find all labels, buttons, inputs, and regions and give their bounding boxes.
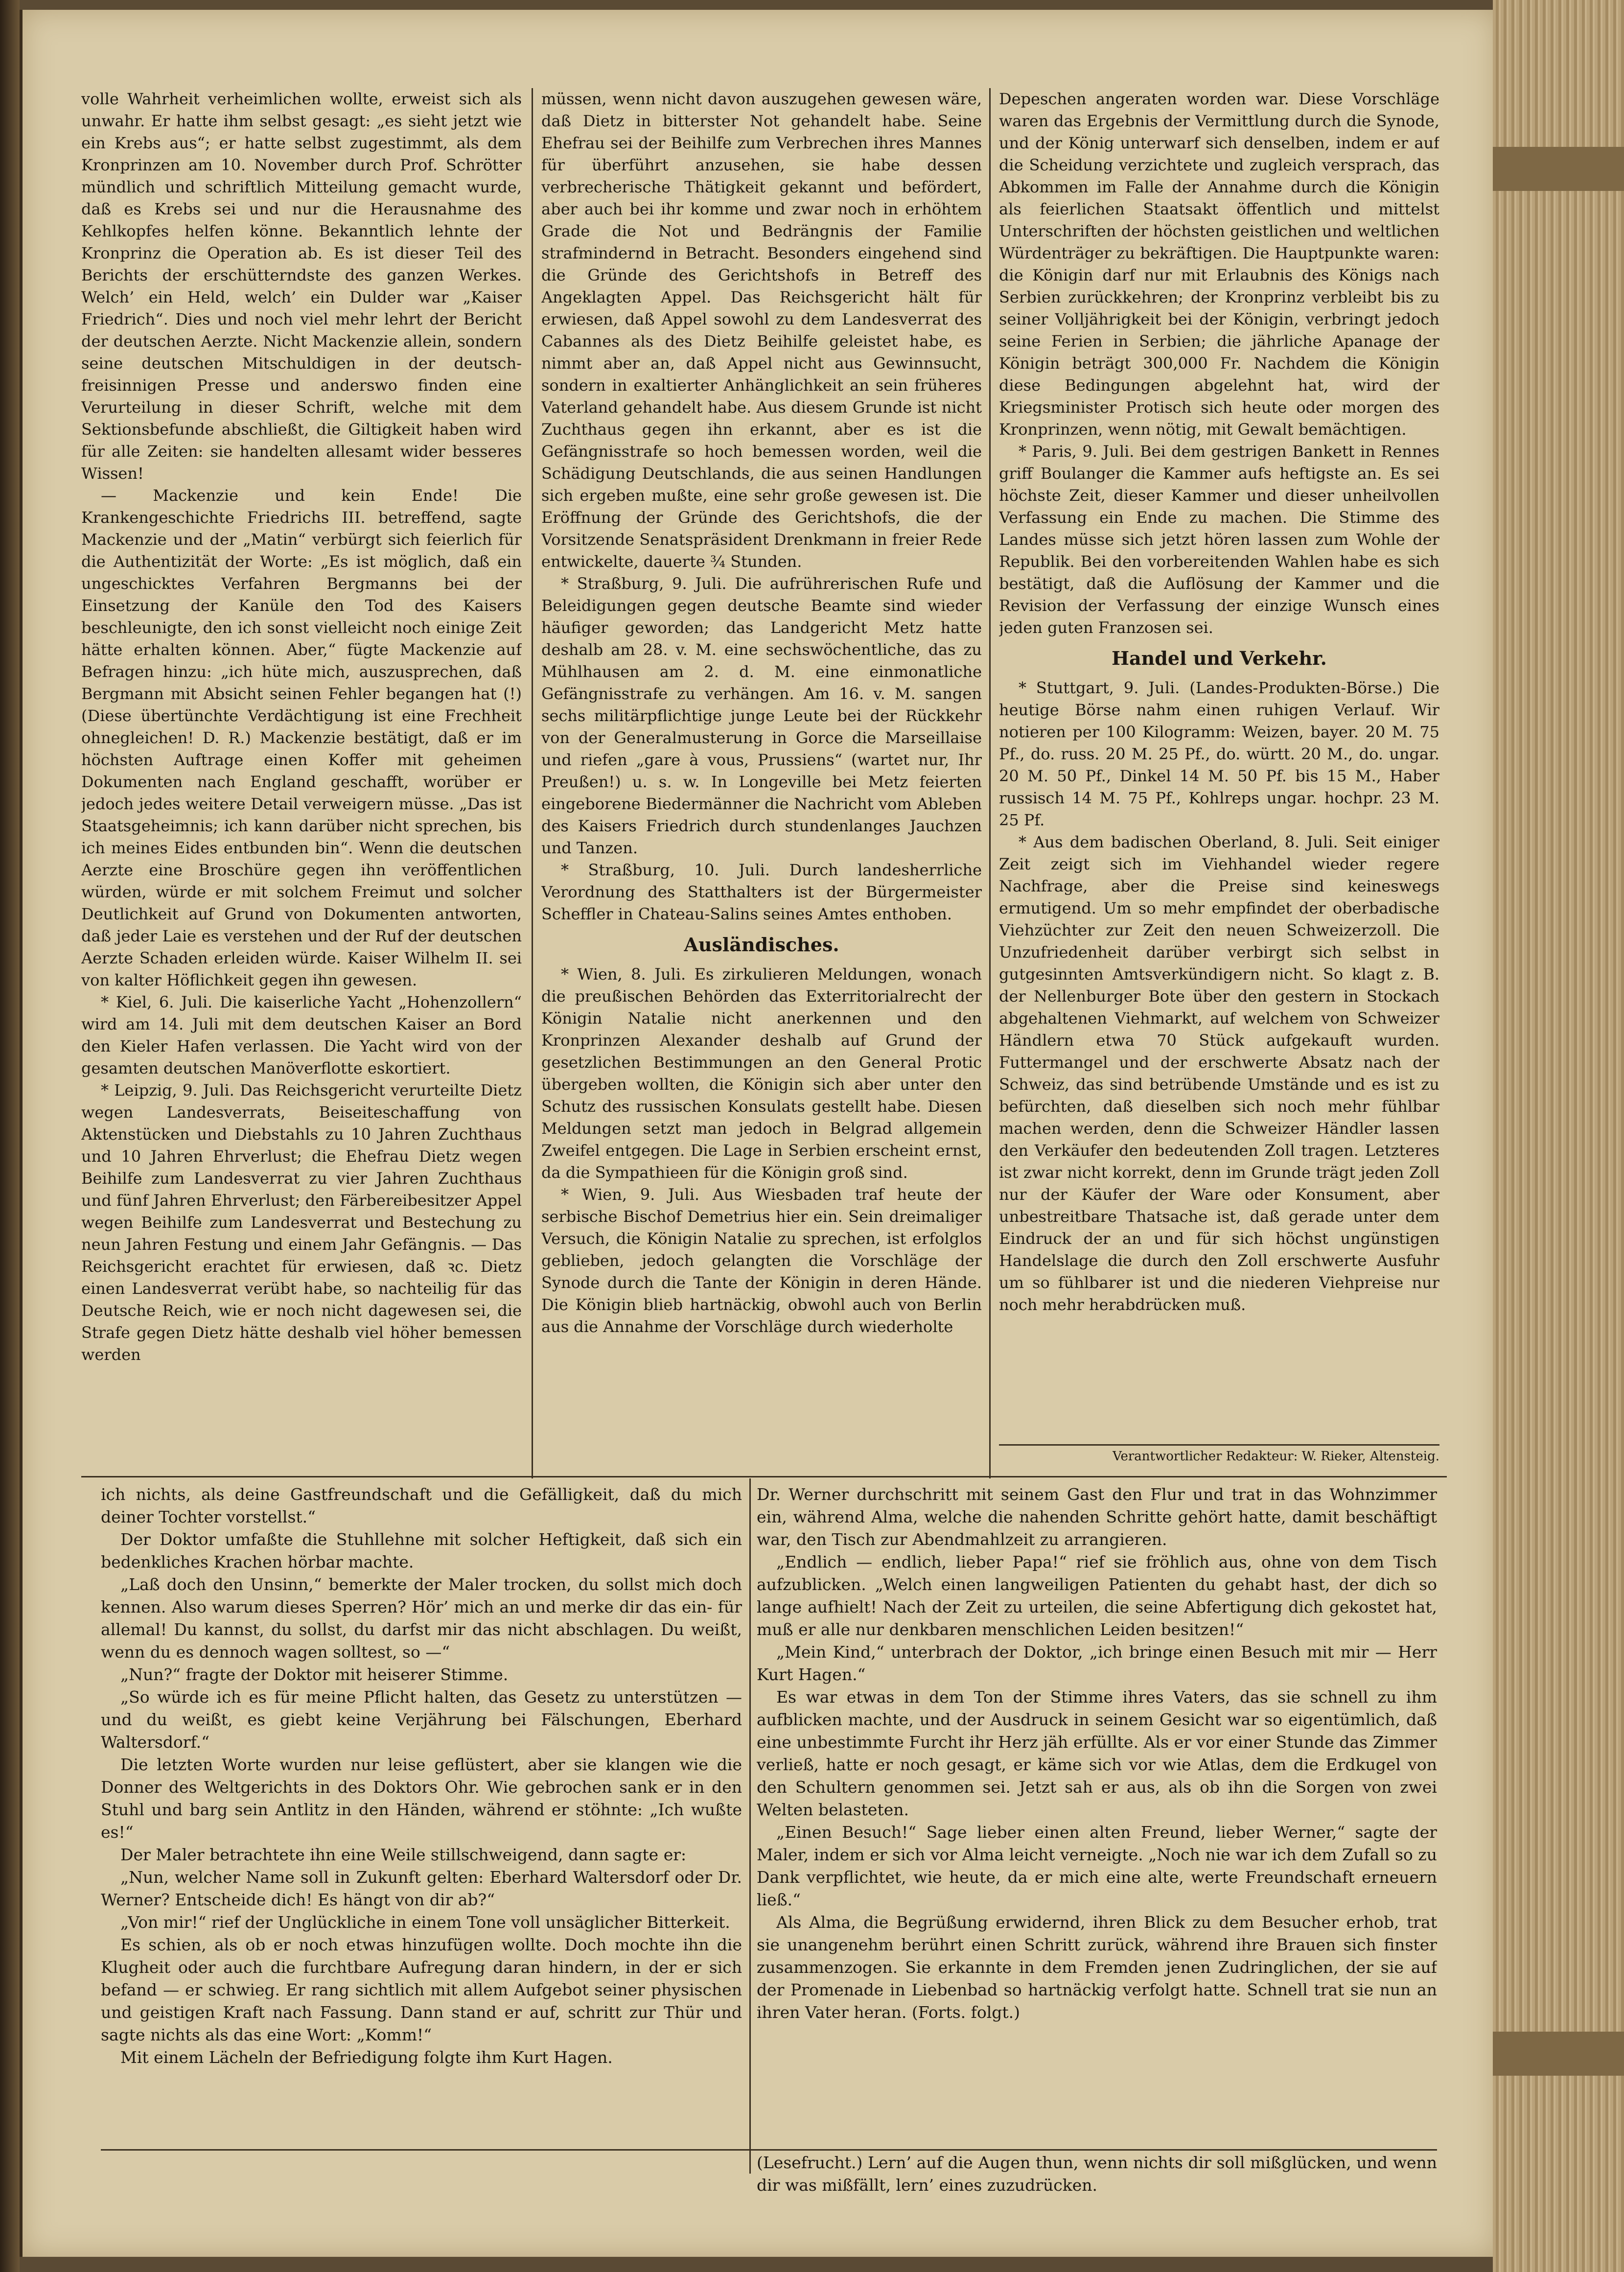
article-paragraph: — Mackenzie und kein Ende! Die Krankengeschichte Friedrichs III. betreffend, sagte Mackenzie und der „Matin“ verbürgt sich feierlich für die Authentizität der Worte: „Es ist möglich, daß ein ungeschicktes Verfahren Bergmanns bei der Einsetzung der Kanüle den Tod des Kaisers beschleunigte, den ich sonst vielleicht noch einige Zeit hätte erhalten können. Aber,“ fügte Mackenzie auf Befragen hinzu: „ich hüte mich, auszusprechen, daß Bergmann mit Absicht seinen Fehler begangen hat (!) (Diese übertünchte Verdächtigung ist eine Frechheit ohnegleichen! D. R.) Mackenzie bestätigt, daß er im höchsten Auftrage einen Koffer mit geheimen Dokumenten nach England geschafft, worüber er jedoch jedes weitere Detail verweigern müsse. „Das ist Staatsgeheimnis; ich kann darüber nicht sprechen, bis ich meines Eides entbunden bin“. Wenn die deutschen Aerzte eine Broschüre gegen ihn veröffentlichen würden, würde er mit solchem Freimut und solcher Deutlichkeit auf Grund von Dokumenten antworten, daß jeder Laie es verstehen und der Ruf der deutschen Aerzte Schaden erleiden würde. Kaiser Wilhelm II. sei von kalter Höflichkeit gegen ihn gewesen. <box>81 486 522 989</box>
previous-page-edge <box>0 0 20 2272</box>
story-paragraph: Der Maler betrachtete ihn eine Weile stillschweigend, dann sagte er: <box>120 1845 687 1864</box>
story-paragraph: „Laß doch den Unsinn,“ bemerkte der Maler trocken, du sollst mich doch kennen. Also warum dieses Sperren? Hör’ mich an und merke dir das ein- für allemal! Du kannst, du sollst, du darfst mir das nicht abschlagen. Du weißt, wenn du es dennoch wagen solltest, so —“ <box>101 1575 742 1662</box>
column-rule <box>989 88 991 1478</box>
news-item-kiel: * Kiel, 6. Juli. Die kaiserliche Yacht „Hohenzollern“ wird am 14. Juli mit dem deutschen Kaiser an Bord den Kieler Hafen verlassen. Die Yacht wird von der gesamten deutschen Manöverflotte eskortiert. <box>81 993 522 1077</box>
story-paragraph: „Von mir!“ rief der Unglückliche in einem Tone voll unsäglicher Bitterkeit. <box>120 1913 730 1932</box>
closing-rule <box>101 2149 1437 2151</box>
story-paragraph: Dr. Werner durchschritt mit seinem Gast den Flur und trat in das Wohnzimmer ein, während Alma, welche die nahenden Schritte gehört hatte, damit beschäftigt war, den Tisch zur Abendmahlzeit zu arrangieren. <box>757 1485 1437 1549</box>
feuilleton-column-rule <box>749 1478 751 2174</box>
book-spine <box>1493 0 1624 2272</box>
story-paragraph: Es war etwas in dem Ton der Stimme ihres Vaters, das sie schnell zu ihm aufblicken machte, und der Ausdruck in seinem Gesicht war so eigentümlich, daß eine unbestimmte Furcht ihr Herz jäh erfüllte. Als er vor einer Stunde das Zimmer verließ, hatte er noch gesagt, er käme sich vor wie Atlas, dem die Erdkugel von den Schultern genommen sei. Jetzt sah er aus, als ob ihn die Sorgen von zwei Welten belasteten. <box>757 1687 1437 1819</box>
imprint-rule <box>999 1444 1439 1446</box>
column-1 <box>81 88 522 1459</box>
column-3 <box>999 88 1439 1447</box>
section-heading-handel: Handel und Verkehr. <box>1112 647 1327 669</box>
imprint: Verantwortlicher Redakteur: W. Rieker, Altensteig. <box>1113 1449 1439 1464</box>
story-paragraph: „So würde ich es für meine Pflicht halten, das Gesetz zu unterstützen — und du weißt, es giebt keine Verjährung bei Fälschungen, Eberhard Waltersdorf.“ <box>101 1687 742 1752</box>
article-paragraph: müssen, wenn nicht davon auszugehen gewesen wäre, daß Dietz in bitterster Not gehandelt habe. Seine Ehefrau sei der Beihilfe zum Verbrechen ihres Mannes für überführt anzusehen, sie habe dessen verbrecherische Thätigkeit gekannt und befördert, aber auch bei ihr komme und zwar noch in erhöhtem Grade die Not und Bedrängnis der Familie strafmindernd in Betracht. Besonders eingehend sind die Gründe des Gerichtshofs in Betreff des Angeklagten Appel. Das Reichsgericht hält für erwiesen, daß Appel sowohl zu dem Landesverrat des Cabannes als des Dietz Beihilfe geleistet habe, es nimmt aber an, daß Appel nicht aus Gewinnsucht, sondern in exaltierter Anhänglichkeit an sein früheres Vaterland gehandelt habe. Aus diesem Grunde ist nicht Zuchthaus gegen ihn erkannt, aber es ist die Gefängnisstrafe so hoch bemessen worden, weil die Schädigung Deutschlands, die aus seinen Handlungen sich ergeben mußte, eine sehr große gewesen ist. Die Eröffnung der Gründe des Gerichtshofs, die der Vorsitzende Senatspräsident Drenkmann in freier Rede entwickelte, dauerte ¾ Stunden. <box>541 90 982 571</box>
story-paragraph: „Einen Besuch!“ Sage lieber einen alten Freund, lieber Werner,“ sagte der Maler, indem er sich vor Alma leicht verneigte. „Noch nie war ich dem Zufall so zu Dank verpflichtet, wie heute, da er mich eine alte, werte Freundschaft erneuern ließ.“ <box>757 1823 1437 1909</box>
story-paragraph: Die letzten Worte wurden nur leise geflüstert, aber sie klangen wie die Donner des Weltgerichts in des Doktors Ohr. Wie gebrochen sank er in den Stuhl und barg sein Antlitz in den Händen, während er stöhnte: „Ich wußte es!“ <box>101 1755 742 1842</box>
feuilleton-rule <box>81 1476 1447 1477</box>
news-item-paris: * Paris, 9. Juli. Bei dem gestrigen Bankett in Rennes griff Boulanger die Kammer aufs heftigste an. Es sei höchste Zeit, dieser Kammer und dieser unheilvollen Verfassung ein Ende zu machen. Die Stimme des Landes müsse sich jetzt hören lassen zum Wohle der Republik. Bei den vorbereitenden Wahlen habe es sich bestätigt, daß die Auflösung der Kammer und die Revision der Verfassung der einzige Wunsch eines jeden guten Franzosen sei. <box>999 442 1439 637</box>
story-paragraph: „Nun, welcher Name soll in Zukunft gelten: Eberhard Waltersdorf oder Dr. Werner? Entscheide dich! Es hängt von dir ab?“ <box>101 1868 742 1909</box>
spine-band <box>1493 147 1624 191</box>
column-rule <box>532 88 533 1478</box>
spine-band <box>1493 2032 1624 2076</box>
story-paragraph: Als Alma, die Begrüßung erwidernd, ihren Blick zu dem Besucher erhob, trat sie unangenehm berührt einen Schritt zurück, während ihre Brauen sich finster zusammenzogen. Sie erkannte in dem Fremden jenen Zudringlichen, der sie auf der Promenade in Liebenbad so hartnäckig verfolgt hatte. Schnell trat sie nun an ihren Vater heran. (Forts. folgt.) <box>757 1913 1437 2022</box>
article-paragraph: volle Wahrheit verheimlichen wollte, erweist sich als unwahr. Er hatte ihm selbst gesagt: „es sieht jetzt wie ein Krebs aus“; er hatte selbst zugestimmt, als dem Kronprinzen am 10. November durch Prof. Schrötter mündlich und schriftlich Mitteilung gemacht wurde, daß es Krebs sei und nur die Herausnahme des Kehlkopfes helfen könne. Bekanntlich lehnte der Kronprinz die Operation ab. Es ist dieser Teil des Berichts der erschütterndste des ganzen Werkes. Welch’ ein Held, welch’ ein Dulder war „Kaiser Friedrich“. Dies und noch viel mehr lehrt der Bericht der deutschen Aerzte. Nicht Mackenzie allein, sondern seine deutschen Mitschuldigen in der deutsch-freisinnigen Presse und anderswo finden eine Verurteilung in dieser Schrift, welche mit dem Sektionsbefunde abschließt, die Giltigkeit haben wird für alle Zeiten: sie handelten allesamt wider besseres Wissen! <box>81 90 522 483</box>
lesefrucht-quote: (Lesefrucht.) Lern’ auf die Augen thun, wenn nichts dir soll mißglücken, und wenn dir was mißfällt, lern’ eines zuzudrücken. <box>757 2153 1437 2195</box>
news-item-oberland: * Aus dem badischen Oberland, 8. Juli. Seit einiger Zeit zeigt sich im Viehhandel wieder regere Nachfrage, aber die Preise sind keineswegs ermutigend. Um so mehr empfindet der oberbadische Viehzüchter zur Zeit den neuen Schweizerzoll. Die Unzufriedenheit darüber verbirgt sich selbst in gutgesinnten Amtsverkündigern nicht. So klagt z. B. der Nellenburger Bote über den gestern in Stockach abgehaltenen Viehmarkt, auf welchem von Schweizer Händlern etwa 70 Stück aufgekauft wurden. Futtermangel und der erschwerte Absatz nach der Schweiz, das sind betrübende Umstände und es ist zu befürchten, daß dieselben sich noch mehr fühlbar machen werden, denn die Schweizer Händler lassen den Verkäufer den bedeutenden Zoll tragen. Letzteres ist zwar nicht korrekt, denn im Grunde trägt jeden Zoll nur der Käufer der Ware oder Konsument, aber unbestreitbare Thatsache ist, daß gerade unter dem Eindruck der an und für sich höchst ungünstigen Handelslage die durch den Zoll erschwerte Ausfuhr um so fühlbarer ist und die niederen Viehpreise nur noch mehr herabdrücken muß. <box>999 833 1439 1314</box>
story-paragraph: Mit einem Lächeln der Befriedigung folgte ihm Kurt Hagen. <box>120 2048 613 2067</box>
news-item-stuttgart: * Stuttgart, 9. Juli. (Landes-Produkten-Börse.) Die heutige Börse nahm einen ruhigen Verlauf. Wir notieren per 100 Kilogramm: Weizen, bayer. 20 M. 75 Pf., do. russ. 20 M. 25 Pf., do. württ. 20 M., do. ungar. 20 M. 50 Pf., Dinkel 14 M. 50 Pf. bis 15 M., Haber russisch 14 M. 75 Pf., Kohlreps ungar. hochpr. 23 M. 25 Pf. <box>999 679 1439 829</box>
feuilleton-left-column <box>101 1483 742 2154</box>
story-paragraph: ich nichts, als deine Gastfreundschaft und die Gefälligkeit, daß du mich deiner Tochter vorstellst.“ <box>101 1485 742 1526</box>
story-paragraph: „Mein Kind,“ unterbrach der Doktor, „ich bringe einen Besuch mit mir — Herr Kurt Hagen.“ <box>757 1642 1437 1684</box>
column-2 <box>541 88 982 1459</box>
news-item-wien: * Wien, 8. Juli. Es zirkulieren Meldungen, wonach die preußischen Behörden das Exterritorialrecht der Königin Natalie nicht anerkennen und den Kronprinzen Alexander deshalb auf Grund der gesetzlichen Bestimmungen an den General Protic übergeben wollten, die Königin sich aber unter den Schutz des russischen Konsulats gestellt habe. Diesen Meldungen setzt man jedoch in Belgrad allgemein Zweifel entgegen. Die Lage in Serbien erscheint ernst, da die Sympathieen für die Königin groß sind. <box>541 965 982 1182</box>
newspaper-page <box>20 10 1496 2257</box>
story-paragraph: „Endlich — endlich, lieber Papa!“ rief sie fröhlich aus, ohne von dem Tisch aufzublicken. „Welch einen langweiligen Patienten du gehabt hast, der dich so lange aufhielt! Nach der Zeit zu urteilen, die seine Abfertigung dich gekostet hat, muß er alle nur denkbaren menschlichen Leiden besitzen!“ <box>757 1552 1437 1639</box>
section-heading-auslaendisches: Ausländisches. <box>684 934 839 956</box>
news-item-wien: * Wien, 9. Juli. Aus Wiesbaden traf heute der serbische Bischof Demetrius hier ein. Sein dreimaliger Versuch, die Königin Natalie zu sprechen, ist erfolglos geblieben, jedoch gelangten die Vorschläge der Synode durch die Tante der Königin in deren Hände. Die Königin blieb hartnäckig, obwohl auch von Berlin aus die Annahme der Vorschläge durch wiederholte <box>541 1185 982 1336</box>
news-item-leipzig: * Leipzig, 9. Juli. Das Reichsgericht verurteilte Dietz wegen Landesverrats, Beiseiteschaffung von Aktenstücken und Diebstahls zu 10 Jahren Zuchthaus und 10 Jahren Ehrverlust; die Ehefrau Dietz wegen Beihilfe zum Landesverrat zu vier Jahren Zuchthaus und fünf Jahren Ehrverlust; den Färbereibesitzer Appel wegen Beihilfe zum Landesverrat und Bestechung zu neun Jahren Festung und einem Jahr Gefängnis. — Das Reichsgericht erachtet für erwiesen, daß ꝛc. Dietz einen Landesverrat verübt habe, so nachteilig für das Deutsche Reich, wie er noch nicht dagewesen sei, die Strafe gegen Dietz hätte deshalb viel höher bemessen werden <box>81 1081 522 1364</box>
news-item-strassburg: * Straßburg, 10. Juli. Durch landesherrliche Verordnung des Statthalters ist der Bürgermeister Scheffler in Chateau-Salins seines Amtes enthoben. <box>541 861 982 923</box>
article-paragraph: Depeschen angeraten worden war. Diese Vorschläge waren das Ergebnis der Vermittlung durch die Synode, und der König unterwarf sich denselben, indem er auf die Scheidung verzichtete und zugleich versprach, das Abkommen im Falle der Annahme durch die Königin als feierlichen Staatsakt öffentlich und mittelst Unterschriften der höchsten geistlichen und weltlichen Würdenträger zu bekräftigen. Die Hauptpunkte waren: die Königin darf nur mit Erlaubnis des Königs nach Serbien zurückkehren; der Kronprinz verbleibt bis zu seiner Volljährigkeit bei der Königin, verbringt jedoch seine Ferien in Serbien; die jährliche Apanage der Königin beträgt 300,000 Fr. Nachdem die Königin diese Bedingungen abgelehnt hat, wird der Kriegsminister Protisch sich heute oder morgen des Kronprinzen, wenn nötig, mit Gewalt bemächtigen. <box>999 90 1439 439</box>
feuilleton-right-column <box>757 1483 1437 2154</box>
story-paragraph: Der Doktor umfaßte die Stuhllehne mit solcher Heftigkeit, daß sich ein bedenkliches Krachen hörbar machte. <box>101 1530 742 1571</box>
news-item-strassburg: * Straßburg, 9. Juli. Die aufrührerischen Rufe und Beleidigungen gegen deutsche Beamte sind wieder häufiger geworden; das Landgericht Metz hatte deshalb am 28. v. M. eine sechswöchentliche, das zu Mühlhausen am 2. d. M. eine einmonatliche Gefängnisstrafe zu verhängen. Am 16. v. M. sangen sechs militärpflichtige junge Leute bei der Rückkehr von der Generalmusterung in Gorce die Marseillaise und riefen „gare à vous, Prussiens“ (wartet nur, Ihr Preußen!) u. s. w. In Longeville bei Metz feierten eingeborene Biedermänner die Nachricht vom Ableben des Kaisers Friedrich durch stundenlanges Jauchzen und Tanzen. <box>541 574 982 857</box>
story-paragraph: Es schien, als ob er noch etwas hinzufügen wollte. Doch mochte ihn die Klugheit oder auch die furchtbare Aufregung daran hindern, in der er sich befand — er schwieg. Er rang sichtlich mit allem Aufgebot seiner physischen und geistigen Kraft nach Fassung. Dann stand er auf, schritt zur Thür und sagte nichts als das eine Wort: „Komm!“ <box>101 1935 742 2044</box>
story-paragraph: „Nun?“ fragte der Doktor mit heiserer Stimme. <box>120 1665 509 1684</box>
